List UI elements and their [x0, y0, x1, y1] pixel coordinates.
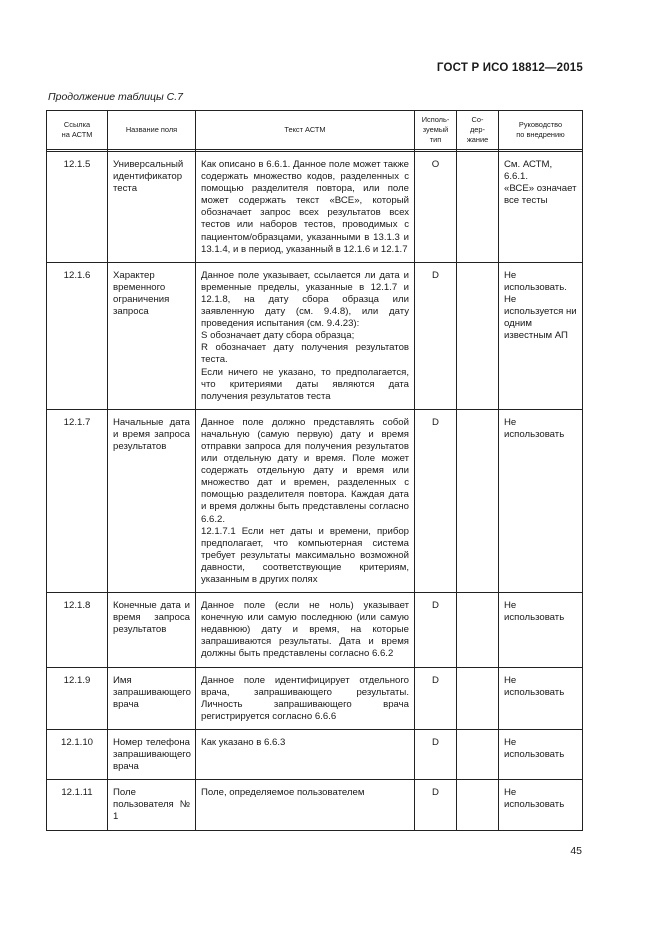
cell-astm-text: Как описано в 6.6.1. Данное поле может также содержать множество кодов, разделенных с помощью разделителя повтора, или поле может содержать текст «ВСЕ», который обозначает запрос всех результатов всех тестов или наборов тестов, проводимых с пациентом/образцами, указанными в 13.1.3 и 13.1.4, и в период, указанный в 12.1.6 и 12.1.7 [196, 152, 415, 263]
column-header-name [108, 111, 196, 150]
column-header-content [457, 111, 499, 150]
cell-guidance: Не использовать. Не используется ни одним известным АП [499, 262, 583, 409]
table-caption: Продолжение таблицы С.7 [48, 91, 183, 103]
cell-guidance: Не использовать [499, 593, 583, 667]
cell-guidance: См. АСТМ, 6.6.1. «ВСЕ» означает все тесты [499, 152, 583, 263]
cell-content [457, 152, 499, 263]
column-header-label: Со- дер- жание [466, 115, 489, 144]
column-header-label: Ссылка на АСТМ [61, 120, 93, 139]
cell-ref: 12.1.5 [47, 152, 108, 263]
cell-astm-text: Данное поле указывает, ссылается ли дата и временные пределы, указанные в 12.1.7 и 12.1.8, на дату сбора образца или заявленную дату (см. 9.4.8), или дату проведения испытания (см. 9.4.23): S обозначает дату сбора образца; R обозначает дату получения результатов теста. Если ничего не указано, то предполагается, что критериями даты являются дата получения результатов теста [196, 262, 415, 409]
column-header-ref [47, 111, 108, 150]
cell-field-name: Начальные дата и время запроса результатов [108, 409, 196, 592]
cell-usage-type: D [415, 262, 457, 409]
table-row [47, 729, 583, 779]
table-header-row [47, 111, 583, 150]
cell-ref: 12.1.7 [47, 409, 108, 592]
cell-ref: 12.1.6 [47, 262, 108, 409]
column-header-label: Исполь- зуемый тип [421, 115, 450, 144]
cell-ref: 12.1.10 [47, 729, 108, 779]
table-row [47, 262, 583, 409]
cell-guidance: Не использовать [499, 780, 583, 830]
cell-usage-type: О [415, 152, 457, 263]
cell-field-name: Номер телефона запрашивающего врача [108, 729, 196, 779]
cell-content [457, 409, 499, 592]
cell-usage-type: D [415, 593, 457, 667]
cell-ref: 12.1.8 [47, 593, 108, 667]
column-header-guide [499, 111, 583, 150]
cell-astm-text: Данное поле должно представлять собой начальную (самую первую) дату и время отправки запроса для получения результатов или отдельную дату и время. Поле может содержать отдельную дату и время или множество дат и времен, разделенных с помощью разделителя повтора. Каждая дата и время должны быть представлены согласно 6.6.2. 12.1.7.1 Если нет даты и времени, прибор предполагает, что компьютерная система требует результаты максимально возможной давности, соответствующие критериям, указанным в других полях [196, 409, 415, 592]
cell-field-name: Универсальный идентификатор теста [108, 152, 196, 263]
cell-usage-type: D [415, 667, 457, 729]
table-row [47, 409, 583, 592]
cell-astm-text: Как указано в 6.6.3 [196, 729, 415, 779]
document-id: ГОСТ Р ИСО 18812—2015 [436, 62, 583, 74]
cell-guidance: Не использовать [499, 409, 583, 592]
cell-guidance: Не использовать [499, 667, 583, 729]
requirements-table [46, 110, 583, 831]
cell-content [457, 262, 499, 409]
table-row [47, 593, 583, 667]
cell-field-name: Поле пользователя № 1 [108, 780, 196, 830]
column-header-label: Название поля [125, 125, 178, 134]
column-header-usage [415, 111, 457, 150]
cell-field-name: Конечные дата и время запроса результатов [108, 593, 196, 667]
cell-astm-text: Данное поле (если не ноль) указывает конечную или самую последнюю (или самую недавнюю) дату и время, на которые запрашиваются результаты. Дата и время должны быть представлены согласно 6.6.2 [196, 593, 415, 667]
cell-content [457, 780, 499, 830]
cell-content [457, 667, 499, 729]
page-number: 45 [570, 845, 582, 857]
cell-content [457, 729, 499, 779]
cell-field-name: Имя запрашивающего врача [108, 667, 196, 729]
cell-astm-text: Поле, определяемое пользователем [196, 780, 415, 830]
column-header-label: Текст АСТМ [284, 125, 326, 134]
column-header-text [196, 111, 415, 150]
table-row [47, 667, 583, 729]
cell-field-name: Характер временного ограничения запроса [108, 262, 196, 409]
cell-guidance: Не использовать [499, 729, 583, 779]
cell-astm-text: Данное поле идентифицирует отдельного врача, запрашивающего результаты. Личность запрашивающего врача регистрируется согласно 6.6.6 [196, 667, 415, 729]
cell-usage-type: D [415, 409, 457, 592]
cell-usage-type: D [415, 729, 457, 779]
table-row [47, 780, 583, 830]
cell-ref: 12.1.9 [47, 667, 108, 729]
cell-content [457, 593, 499, 667]
column-header-label: Руководство по внедрению [516, 120, 565, 139]
cell-ref: 12.1.11 [47, 780, 108, 830]
cell-usage-type: D [415, 780, 457, 830]
table-row [47, 152, 583, 263]
